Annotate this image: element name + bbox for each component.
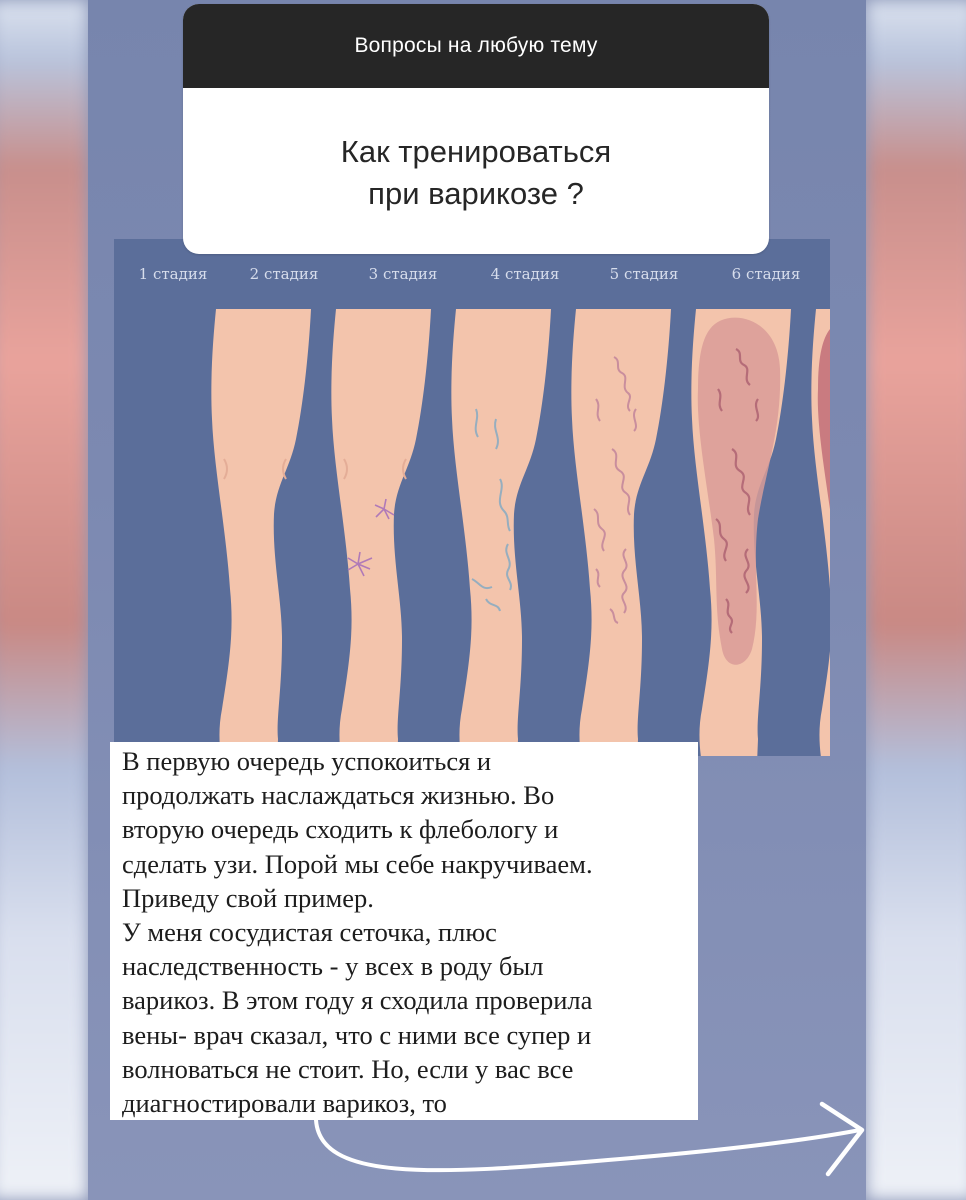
question-text: Как тренироваться при варикозе ? — [340, 134, 612, 211]
blurred-backdrop-right — [866, 0, 966, 1200]
leg-stage-1 — [211, 309, 311, 756]
leg-stage-5 — [691, 309, 791, 756]
leg-stage-6 — [811, 309, 830, 756]
legs-drawing — [114, 239, 830, 756]
leg-stage-3 — [451, 309, 551, 756]
stage-label-4: 4 стадия — [490, 265, 560, 283]
question-sticker[interactable] — [183, 4, 769, 254]
question-sticker-title: Вопросы на любую тему — [354, 34, 598, 57]
stage-label-5: 5 стадия — [609, 265, 679, 283]
leg-stage-2 — [331, 309, 431, 756]
answer-text: В первую очередь успокоиться и продолжать наслаждаться жизнью. Во вторую очередь сходить к флебологу и сделать узи. Порой мы себе накручиваем. Приведу свой пример. У меня сосудистая сеточка, плюс наследственность - у всех в роду был варикоз. В этом году я сходила проверила вены- врач сказал, что с ними все супер и волноваться не стоит. Но, если у вас все диагностировали варикоз, то — [122, 746, 593, 1119]
answer-text-block — [110, 742, 698, 1120]
stage-label-2: 2 стадия — [249, 265, 319, 283]
leg-stage-4 — [571, 309, 671, 756]
story-panel — [88, 0, 866, 1200]
question-sticker-header — [183, 4, 769, 88]
blurred-backdrop-left — [0, 0, 88, 1200]
varicose-stages-illustration — [114, 239, 830, 756]
question-sticker-body — [183, 88, 769, 254]
stage-label-3: 3 стадия — [368, 265, 438, 283]
stage-label-6: 6 стадия — [731, 265, 801, 283]
stage-label-1: 1 стадия — [138, 265, 208, 283]
